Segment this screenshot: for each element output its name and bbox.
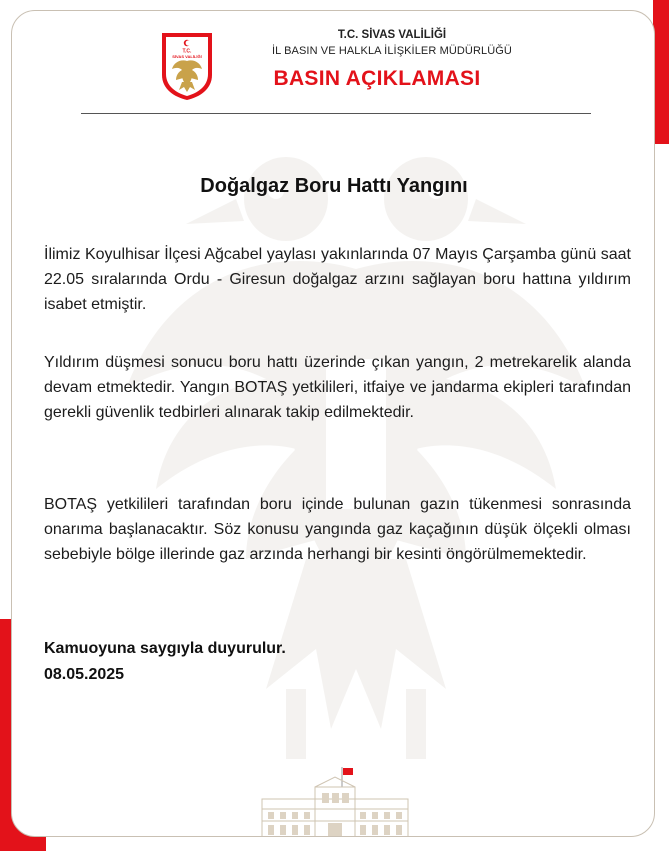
department-name: İL BASIN VE HALKLA İLİŞKİLER MÜDÜRLÜĞÜ bbox=[272, 45, 512, 57]
organization-name: T.C. SİVAS VALİLİĞİ bbox=[337, 29, 447, 41]
release-date: 08.05.2025 bbox=[44, 666, 125, 683]
logo-text-top: T.C. bbox=[182, 48, 192, 55]
sivas-governorship-seal-icon bbox=[160, 31, 214, 101]
press-release-card bbox=[11, 10, 655, 837]
paragraph-2: Yıldırım düşmesi sonucu boru hattı üzerinde çıkan yangın, 2 metrekarelik alanda devam etmektedir. Yangın BOTAŞ yetkilileri, itfaiye ve jandarma ekipleri tarafından gerekli güvenlik tedbirleri alınarak takip edilmektedir. bbox=[44, 354, 631, 421]
document-type: BASIN AÇIKLAMASI bbox=[273, 67, 481, 90]
press-release-title: Doğalgaz Boru Hattı Yangını bbox=[200, 175, 468, 197]
closing-statement: Kamuoyuna saygıyla duyurulur. bbox=[44, 640, 286, 657]
paragraph-3: BOTAŞ yetkilileri tarafından boru içinde bulunan gazın tükenmesi sonrasında onarıma başlanacaktır. Söz konusu yangında gaz kaçağının düşük ölçekli olması sebebiyle bölge illerinde gaz arzında herhangi bir kesinti öngörülmemektedir. bbox=[44, 496, 631, 563]
logo-text-bottom: SİVAS VALİLİĞİ bbox=[172, 54, 202, 59]
governorship-building-icon bbox=[260, 765, 410, 837]
double-headed-eagle-icon bbox=[116, 129, 596, 789]
corner-accent-top-right bbox=[653, 0, 669, 144]
header-divider bbox=[81, 113, 591, 114]
paragraph-1: İlimiz Koyulhisar İlçesi Ağcabel yaylası yakınlarında 07 Mayıs Çarşamba günü saat 22.05 sıralarında Ordu - Giresun doğalgaz arzını sağlayan boru hattına yıldırım isabet etmiştir. bbox=[44, 246, 631, 313]
